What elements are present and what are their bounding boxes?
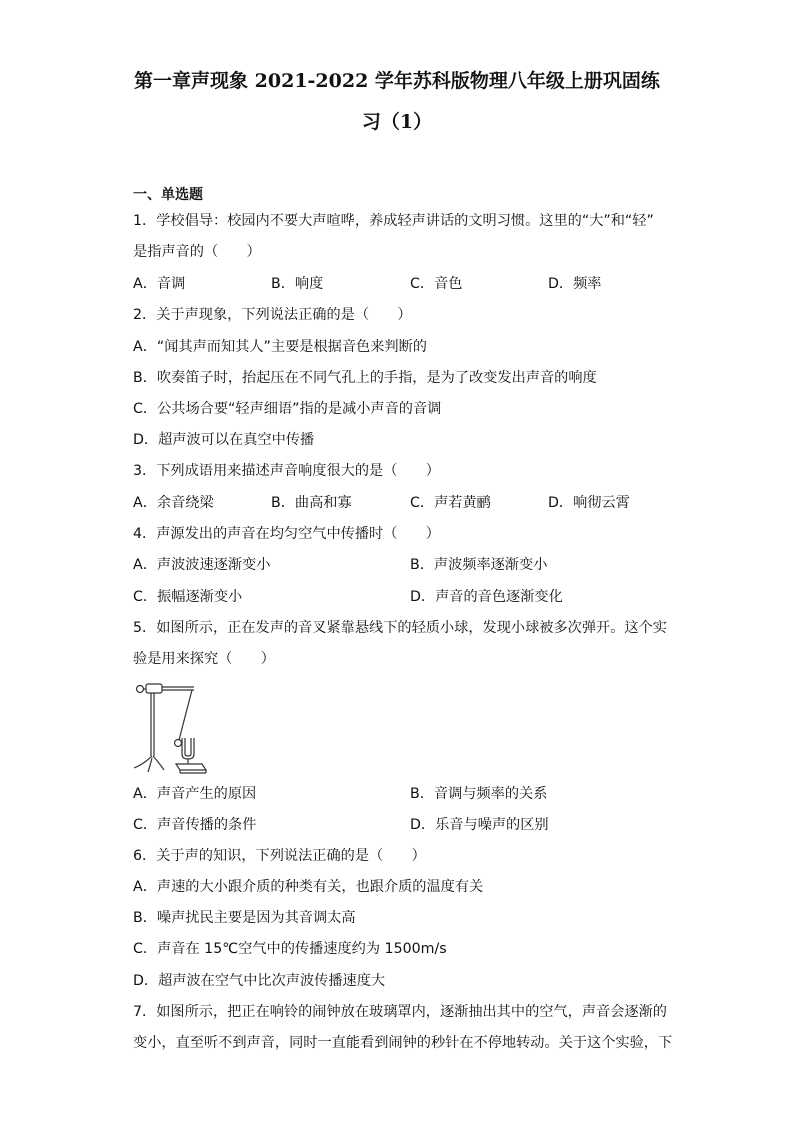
question-6-option-b: B．噪声扰民主要是因为其音调太高 [133,910,356,926]
section-heading: 一、单选题 [133,187,203,203]
question-6-stem: 6．关于声的知识，下列说法正确的是（ ） [133,848,426,864]
question-2-option-c: C．公共场合要“轻声细语”指的是减小声音的音调 [133,401,442,417]
question-4-option-c: C．振幅逐渐变小 [133,589,243,605]
question-2-option-a: A．“闻其声而知其人”主要是根据音色来判断的 [133,339,427,355]
tuning-fork-pendulum-figure [130,678,216,774]
question-3-stem: 3．下列成语用来描述声音响度很大的是（ ） [133,463,440,479]
question-5-stem-line-2: 验是用来探究（ ） [133,651,275,667]
question-3-option-a: A．余音绕梁 [133,495,214,511]
question-1-stem-line-2: 是指声音的（ ） [133,244,261,260]
question-2-stem: 2．关于声现象，下列说法正确的是（ ） [133,307,412,323]
question-3-option-c: C．声若黄鹂 [410,495,491,511]
question-5-option-c: C．声音传播的条件 [133,817,257,833]
question-6-option-d: D．超声波在空气中比次声波传播速度大 [133,973,386,989]
question-1-stem-line-1: 1．学校倡导：校园内不要大声喧哗，养成轻声讲话的文明习惯。这里的“大”和“轻” [133,213,654,229]
question-1-option-d: D．频率 [548,276,602,292]
question-4-stem: 4．声源发出的声音在均匀空气中传播时（ ） [133,526,440,542]
question-1-option-b: B．响度 [271,276,324,292]
question-3-option-d: D．响彻云霄 [548,495,630,511]
question-6-option-a: A．声速的大小跟介质的种类有关，也跟介质的温度有关 [133,879,484,895]
question-3-option-b: B．曲高和寡 [271,495,352,511]
question-4-option-d: D．声音的音色逐渐变化 [410,589,563,605]
question-7-stem-line-1: 7．如图所示，把正在响铃的闹钟放在玻璃罩内，逐渐抽出其中的空气，声音会逐渐的 [133,1004,667,1020]
question-1-option-a: A．音调 [133,276,186,292]
question-4-option-a: A．声波波速逐渐变小 [133,557,271,573]
question-1-option-c: C．音色 [410,276,463,292]
question-4-option-b: B．声波频率逐渐变小 [410,557,548,573]
question-2-option-d: D．超声波可以在真空中传播 [133,432,315,448]
question-6-option-c: C．声音在 15℃空气中的传播速度约为 1500m/s [133,941,447,957]
question-5-stem-line-1: 5．如图所示，正在发声的音叉紧靠悬线下的轻质小球，发现小球被多次弹开。这个实 [133,620,667,636]
question-5-option-d: D．乐音与噪声的区别 [410,817,549,833]
document-title-line-1: 第一章声现象 2021-2022 学年苏科版物理八年级上册巩固练 [134,70,660,92]
question-7-stem-line-2: 变小，直至听不到声音，同时一直能看到闹钟的秒针在不停地转动。关于这个实验，下 [133,1035,673,1051]
question-5-option-a: A．声音产生的原因 [133,786,257,802]
question-5-option-b: B．音调与频率的关系 [410,786,548,802]
question-2-option-b: B．吹奏笛子时，抬起压在不同气孔上的手指，是为了改变发出声音的响度 [133,370,597,386]
document-title-line-2: 习（1） [361,111,433,133]
